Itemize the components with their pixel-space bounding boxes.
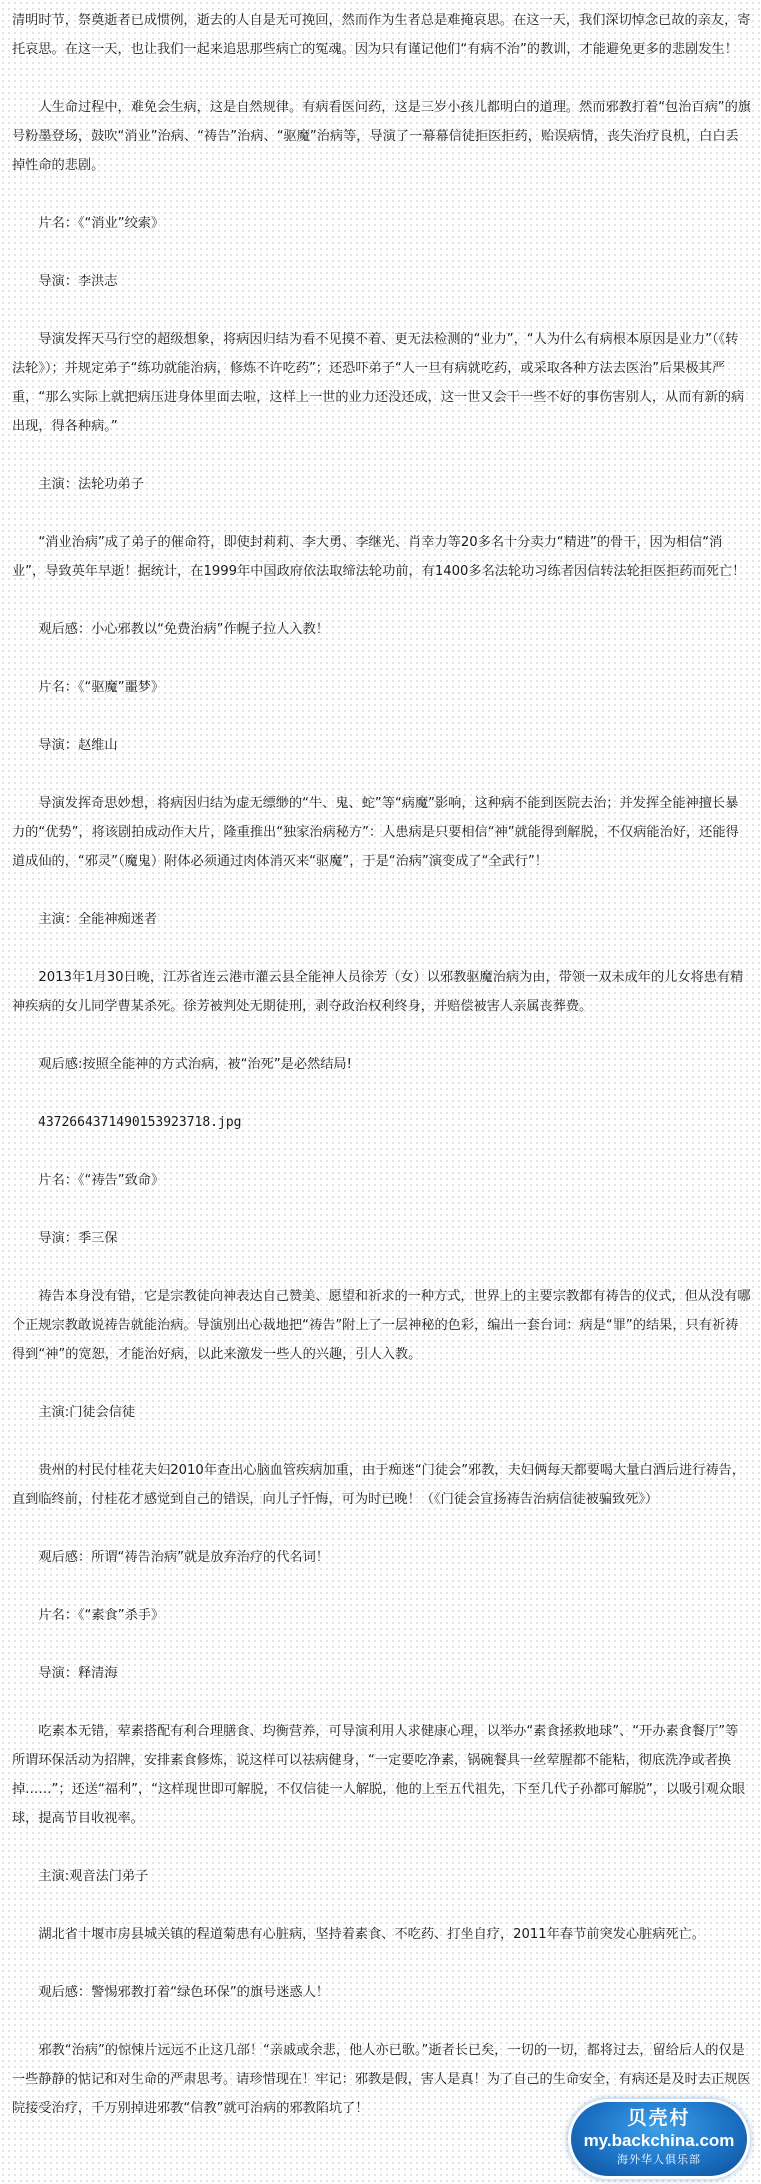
conclusion-paragraph: 邪教“治病”的惊悚片远远不止这几部！“亲戚或余悲，他人亦已歌。”逝者长已矣，一切的一切，都将过去，留给后人的仅是一些静静的惦记和对生命的严肃思考。请珍惜现在！牢记：邪教是假，害人是真！为了自己的生命安全，有病还是及时去正规医院接受治疗，千万别掉进邪教“信教”就可治病的邪教陷坑了！	[12, 2043, 751, 2116]
director-2: 导演：赵维山	[38, 738, 118, 753]
backchina-watermark-logo	[571, 2102, 747, 2176]
watermark-title: 贝壳村	[627, 2107, 691, 2129]
plot-paragraph-4: 吃素本无错，荤素搭配有利合理膳食、均衡营养，可导演利用人求健康心理，以举办“素食拯救地球”、“开办素食餐厅”等所谓环保活动为招牌，安排素食修炼，说这样可以祛病健身，“一定要吃净素，锅碗餐具一丝荤腥都不能粘，彻底洗净或者换掉……”；还送“福利”，“这样现世即可解脱，不仅信徒一人解脱，他的上至五代祖先，下至几代子孙都可解脱”，以吸引观众眼球，提高节目收视率。	[12, 1724, 746, 1826]
intro-paragraph: 清明时节，祭奠逝者已成惯例，逝去的人自是无可挽回，然而作为生者总是难掩哀思。在这一天，我们深切悼念已故的亲友，寄托哀思。在这一天，也让我们一起来追思那些病亡的冤魂。因为只有谨记他们“有病不治”的教训，才能避免更多的悲剧发生！	[12, 13, 751, 57]
plot-paragraph-3: 祷告本身没有错，它是宗教徒向神表达自己赞美、愿望和祈求的一种方式，世界上的主要宗教都有祷告的仪式，但从没有哪个正规宗教敢说祷告就能治病。导演别出心裁地把“祷告”附上了一层神秘的色彩，编出一套台词：病是“罪”的结果，只有祈祷得到“神”的宽恕，才能治好病，以此来激发一些人的兴趣，引人入教。	[12, 1289, 751, 1362]
plot-paragraph-1: 导演发挥天马行空的超级想象，将病因归结为看不见摸不着、更无法检测的“业力”，“人为什么有病根本原因是业力”（《转法轮》）；并规定弟子“练功就能治病，修炼不许吃药”；还恐吓弟子“人一旦有病就吃药，或采取各种方法去医治”后果极其严重，“那么实际上就把病压进身体里面去啦，这样上一世的业力还没还成，这一世又会干一些不好的事伤害别人，从而有新的病出现，得各种病。”	[12, 332, 745, 434]
cast-4: 主演:观音法门弟子	[38, 1869, 149, 1884]
director-3: 导演：季三保	[38, 1231, 118, 1246]
case-paragraph-4: 湖北省十堰市房县城关镇的程道菊患有心脏病，坚持着素食、不吃药、打坐自疗，2011年春节前突发心脏病死亡。	[38, 1927, 705, 1942]
image-filename-link[interactable]: 437266437149015392​3718.jpg	[38, 1115, 242, 1130]
plot-paragraph-2: 导演发挥奇思妙想，将病因归结为虚无缥缈的“牛、鬼、蛇”等“病魔”影响，这种病不能到医院去治；并发挥全能神擅长暴力的“优势”，将该剧拍成动作大片，隆重推出“独家治病秘方”：人患病是只要相信“神”就能得到解脱，不仅病能治好，还能得道成仙的，“邪灵”（魔鬼）附体必须通过肉体消灭来“驱魔”，于是“治病”演变成了“全武行”！	[12, 796, 739, 869]
director-1: 导演：李洪志	[38, 274, 118, 289]
watermark-url: my.backchina.com	[583, 2131, 735, 2150]
background-paragraph: 人生命过程中，难免会生病，这是自然规律。有病看医问药，这是三岁小孩儿都明白的道理。然而邪教打着“包治百病”的旗号粉墨登场，鼓吹“消业”治病、“祷告”治病、“驱魔”治病等，导演了一幕幕信徒拒医拒药，贻误病情，丧失治疗良机，白白丢掉性命的悲剧。	[12, 100, 751, 173]
cast-3: 主演:门徒会信徒	[38, 1405, 136, 1420]
film-title-3: 片名：《“祷告”致命》	[38, 1173, 165, 1188]
review-1: 观后感：小心邪教以“免费治病”作幌子拉人入教！	[38, 622, 329, 637]
case-paragraph-2: 2013年1月30日晚，江苏省连云港市灌云县全能神人员徐芳（女）以邪教驱魔治病为由，带领一双未成年的儿女将患有精神疾病的女儿同学曹某杀死。徐芳被判处无期徒刑，剥夺政治权利终身，并赔偿被害人亲属丧葬费。	[12, 970, 744, 1014]
review-4: 观后感：警惕邪教打着“绿色环保”的旗号迷惑人！	[38, 1985, 329, 2000]
cast-1: 主演：法轮功弟子	[38, 477, 144, 492]
cast-2: 主演：全能神痴迷者	[38, 912, 158, 927]
watermark-badge	[571, 2102, 747, 2176]
case-paragraph-3: 贵州的村民付桂花夫妇2010年查出心脑血管疾病加重，由于痴迷“门徒会”邪教，夫妇俩每天都要喝大量白酒后进行祷告，直到临终前，付桂花才感觉到自己的错误，向儿子忏悔，可为时已晚！（《门徒会宣扬祷告治病信徒被骗致死》）	[12, 1463, 745, 1507]
review-3: 观后感：所谓“祷告治病”就是放弃治疗的代名词！	[38, 1550, 329, 1565]
review-2: 观后感:按照全能神的方式治病，被“治死”是必然结局!	[38, 1057, 352, 1072]
director-4: 导演：释清海	[38, 1666, 118, 1681]
watermark-subtitle: 海外华人俱乐部	[617, 2153, 701, 2166]
film-title-1: 片名：《“消业”绞索》	[38, 216, 165, 231]
film-title-4: 片名：《“素食”杀手》	[38, 1608, 165, 1623]
case-paragraph-1: “消业治病”成了弟子的催命符，即使封莉莉、李大勇、李继光、肖幸力等20多名十分卖力“精进”的骨干，因为相信“消业”，导致英年早逝！据统计，在1999年中国政府依法取缔法轮功前，有1400多名法轮功习练者因信转法轮拒医拒药而死亡！	[12, 535, 746, 579]
film-title-2: 片名：《“驱魔”噩梦》	[38, 680, 165, 695]
